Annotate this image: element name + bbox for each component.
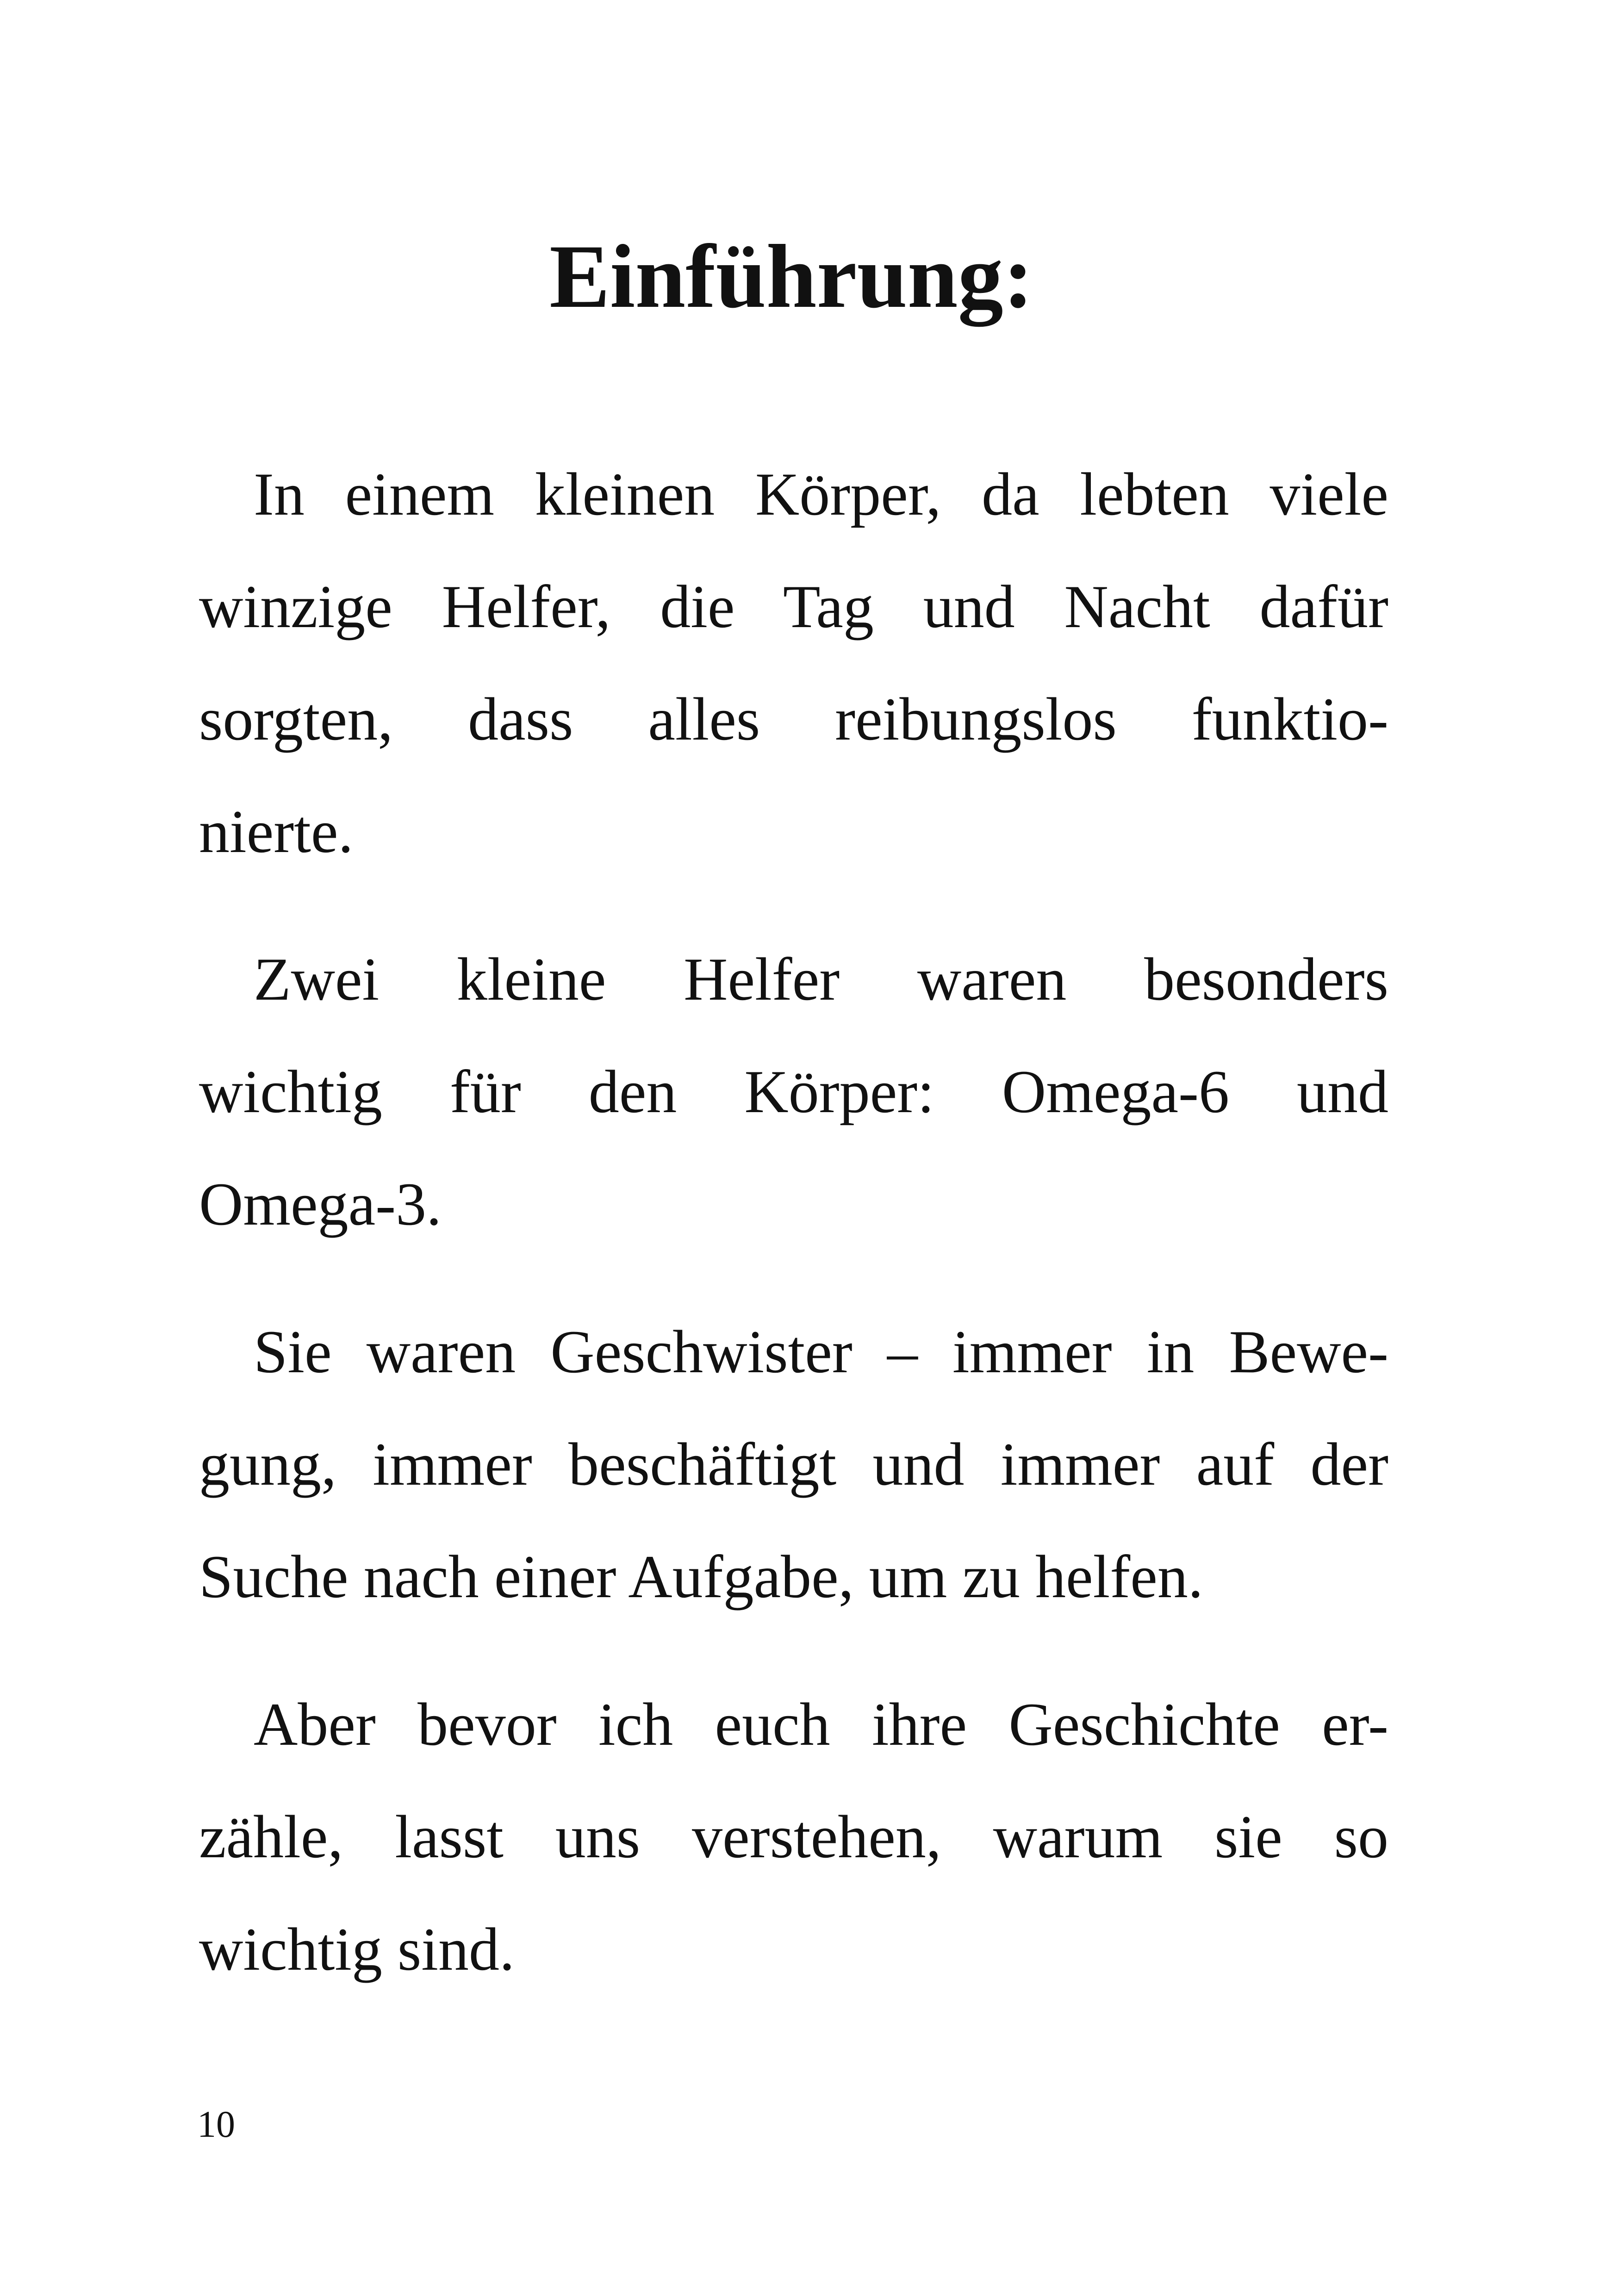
body-text (199, 438, 1388, 2041)
text-line: Omega-3. (199, 1170, 442, 1238)
text-line: Suche nach einer Aufgabe, um zu helfen. (199, 1543, 1203, 1611)
text-line: In einem kleinen Körper, da lebten viele (254, 460, 1388, 528)
paragraph-4 (199, 1668, 1388, 2005)
page-number: 10 (197, 2103, 235, 2145)
text-line: gung, immer beschäftigt und immer auf der (199, 1430, 1388, 1498)
text-line: zähle, lasst uns verstehen, warum sie so (199, 1803, 1388, 1871)
text-line: sorgten, dass alles reibungslos funktio- (199, 685, 1388, 753)
chapter-title: Einführung: (549, 226, 1033, 327)
paragraph-3 (199, 1295, 1388, 1633)
text-line: Sie waren Geschwister – immer in Bewe- (254, 1318, 1388, 1386)
text-line: nierte. (199, 797, 354, 865)
paragraph-2 (199, 923, 1388, 1260)
text-line: wichtig sind. (199, 1915, 515, 1983)
text-line: wichtig für den Körper: Omega-6 und (199, 1058, 1388, 1126)
text-line: Aber bevor ich euch ihre Geschichte er- (254, 1690, 1388, 1758)
text-line: Zwei kleine Helfer waren besonders (254, 945, 1388, 1013)
paragraph-1 (199, 438, 1388, 888)
text-line: winzige Helfer, die Tag und Nacht dafür (199, 572, 1388, 641)
